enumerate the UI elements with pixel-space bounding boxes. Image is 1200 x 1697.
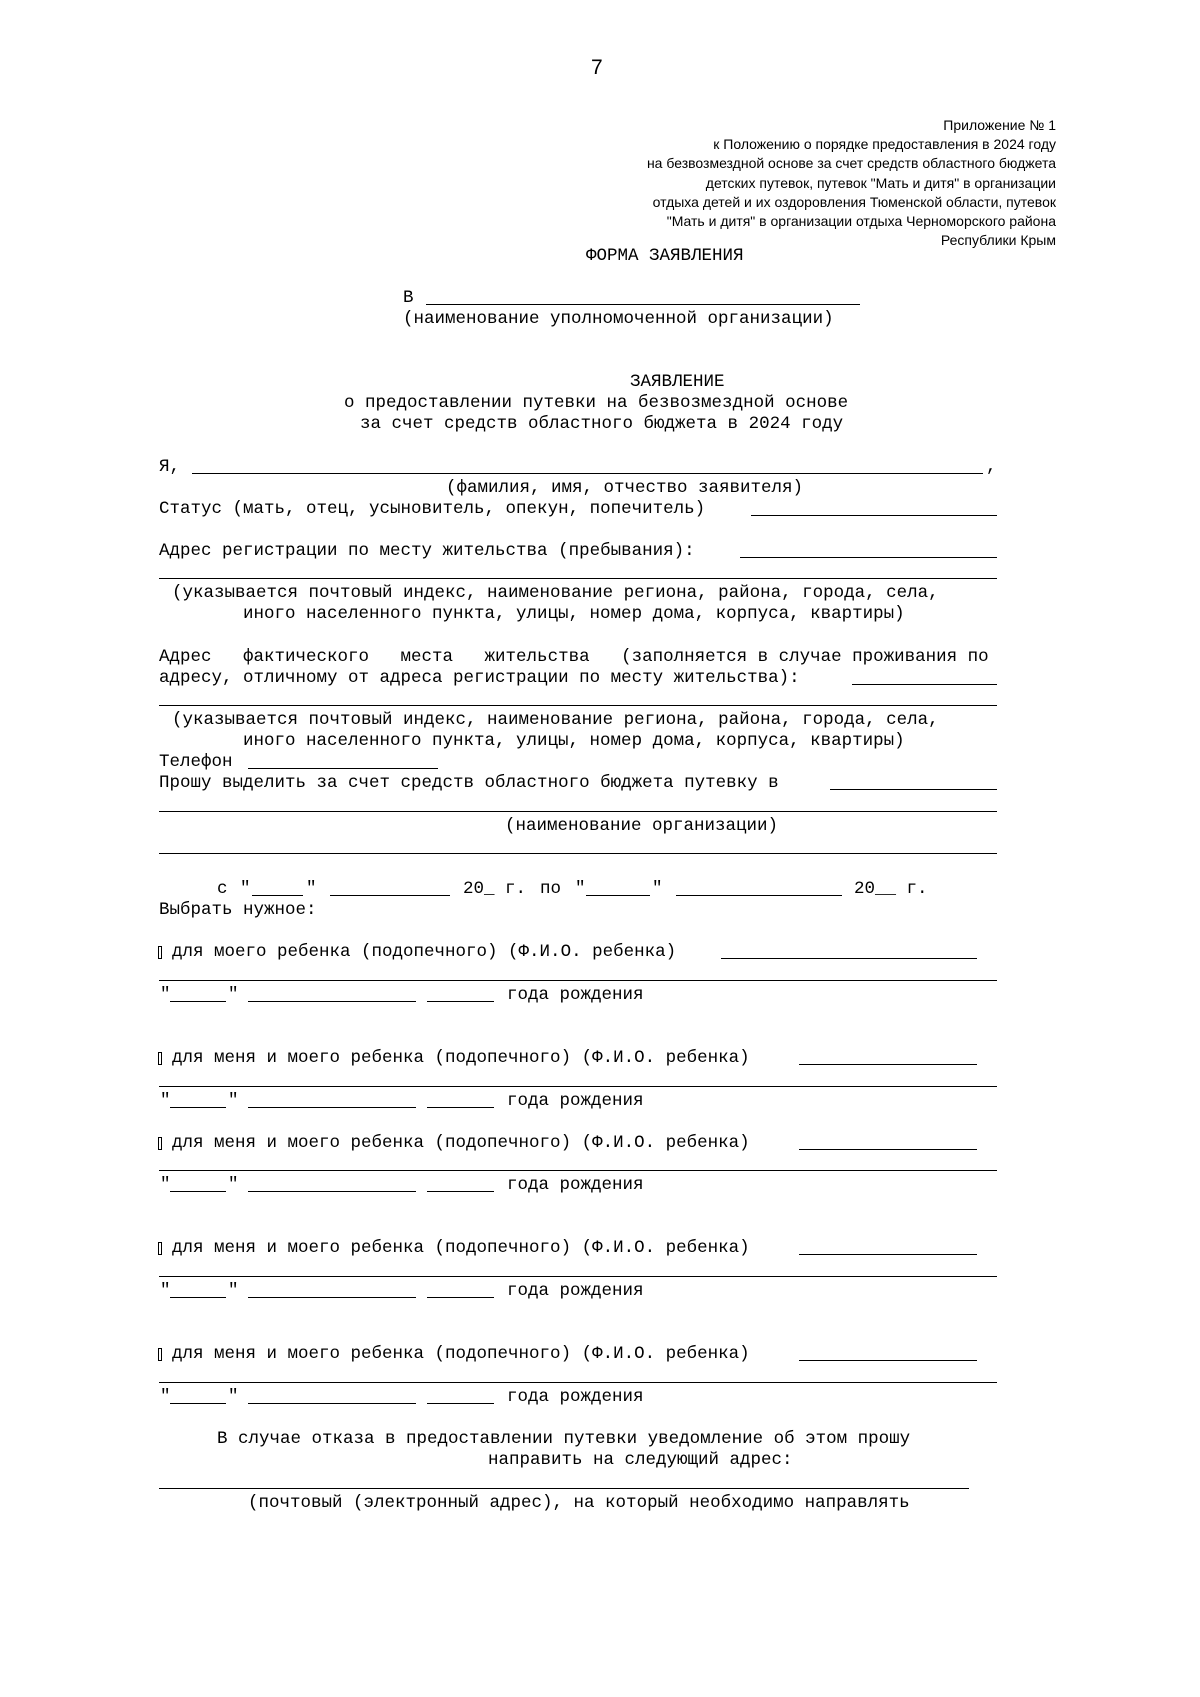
birth-quote-open: " [160,1091,171,1111]
birth-year-field[interactable] [427,1403,494,1404]
appendix-line: на безвозмездной основе за счет средств областного бюджета [646,155,1056,172]
child-name-field-2[interactable] [159,980,997,981]
birth-quote-open: " [160,1175,171,1195]
date-from-label: с [217,879,228,899]
status-field[interactable] [751,515,997,516]
birth-year-field[interactable] [427,1191,494,1192]
birth-day-field[interactable] [170,1001,226,1002]
option-checkbox[interactable] [158,1137,162,1150]
fact-address-hint-2: иного населенного пункта, улицы, номер дома, корпуса, квартиры) [243,731,905,751]
appendix-header [647,116,1056,250]
date-from-day-field[interactable] [252,895,303,896]
option-label: для меня и моего ребенка (подопечного) (Ф.И.О. ребенка) [172,1133,750,1153]
applicant-prefix: Я, [159,457,181,477]
reg-address-label: Адрес регистрации по месту жительства (пребывания): [159,541,695,561]
birth-quote-close: " [228,1175,239,1195]
child-name-field-2[interactable] [159,1276,997,1277]
fact-address-field-2[interactable] [159,705,997,706]
applicant-suffix: , [986,457,997,477]
birth-label: года рождения [507,1387,644,1407]
refusal-address-field[interactable] [159,1488,969,1489]
birth-quote-open: " [160,1281,171,1301]
application-title: ЗАЯВЛЕНИЕ [630,372,725,392]
status-label: Статус (мать, отец, усыновитель, опекун, попечитель) [159,499,706,519]
birth-year-field[interactable] [427,1001,494,1002]
birth-month-field[interactable] [248,1107,416,1108]
appendix-line: детских путевок, путевок "Мать и дитя" в организации [705,174,1056,191]
reg-address-hint-2: иного населенного пункта, улицы, номер дома, корпуса, квартиры) [243,604,905,624]
date-to-label: по [540,879,562,899]
to-prefix: В [403,288,414,308]
child-name-field-2[interactable] [159,1170,997,1171]
date-to-month-field[interactable] [676,895,842,896]
option-label: для моего ребенка (подопечного) (Ф.И.О. ребенка) [172,942,677,962]
birth-day-field[interactable] [170,1107,226,1108]
option-checkbox[interactable] [158,1052,162,1065]
choose-label: Выбрать нужное: [159,900,317,920]
fact-address-hint-1: (указывается почтовый индекс, наименование региона, района, города, села, [172,710,939,730]
fact-address-line-1: Адрес фактического места жительства (заполняется в случае проживания по [159,647,989,667]
reg-address-field[interactable] [740,557,997,558]
option-label: для меня и моего ребенка (подопечного) (Ф.И.О. ребенка) [172,1238,750,1258]
child-name-field[interactable] [799,1149,977,1150]
child-name-field[interactable] [799,1064,977,1065]
birth-day-field[interactable] [170,1191,226,1192]
request-hint: (наименование организации) [505,816,779,836]
birth-quote-open: " [160,985,171,1005]
reg-address-field-2[interactable] [159,578,997,579]
appendix-line: отдыха детей и их оздоровления Тюменской области, путевок [652,193,1056,210]
birth-year-field[interactable] [427,1297,494,1298]
date-quote-open-2: " [575,879,586,899]
date-to-day-field[interactable] [586,895,650,896]
appendix-line: Республики Крым [940,232,1056,249]
birth-quote-close: " [228,1281,239,1301]
applicant-hint: (фамилия, имя, отчество заявителя) [446,478,804,498]
refusal-hint: (почтовый (электронный адрес), на который необходимо направлять [248,1493,910,1513]
child-name-field-2[interactable] [159,1086,997,1087]
refusal-line-1: В случае отказа в предоставлении путевки уведомление об этом прошу [217,1429,911,1449]
date-quote-open-1: " [240,879,251,899]
option-label: для меня и моего ребенка (подопечного) (Ф.И.О. ребенка) [172,1344,750,1364]
applicant-name-field[interactable] [192,473,983,474]
organization-hint: (наименование уполномоченной организации) [403,309,834,329]
reg-address-hint-1: (указывается почтовый индекс, наименование региона, района, города, села, [172,583,939,603]
option-checkbox[interactable] [158,946,162,959]
request-field[interactable] [830,789,997,790]
birth-month-field[interactable] [248,1191,416,1192]
organization-field[interactable] [426,304,860,305]
birth-quote-close: " [228,1387,239,1407]
child-name-field[interactable] [799,1254,977,1255]
page-number: 7 [591,56,603,79]
option-label: для меня и моего ребенка (подопечного) (Ф.И.О. ребенка) [172,1048,750,1068]
application-subtitle-1: о предоставлении путевки на безвозмездной основе [344,393,849,413]
fact-address-field[interactable] [852,684,997,685]
appendix-line: "Мать и дитя" в организации отдыха Черноморского района [666,213,1056,230]
request-label: Прошу выделить за счет средств областного бюджета путевку в [159,773,779,793]
request-field-3[interactable] [159,853,997,854]
option-checkbox[interactable] [158,1348,162,1361]
option-checkbox[interactable] [158,1242,162,1255]
phone-field[interactable] [248,768,438,769]
child-name-field-2[interactable] [159,1382,997,1383]
birth-year-field[interactable] [427,1107,494,1108]
birth-quote-close: " [228,985,239,1005]
birth-month-field[interactable] [248,1001,416,1002]
birth-month-field[interactable] [248,1297,416,1298]
birth-day-field[interactable] [170,1297,226,1298]
appendix-line: к Положению о порядке предоставления в 2024 году [713,136,1056,153]
birth-day-field[interactable] [170,1403,226,1404]
appendix-line: Приложение № 1 [943,117,1056,133]
date-from-year: 20_ г. [463,879,527,899]
form-title: ФОРМА ЗАЯВЛЕНИЯ [586,246,744,266]
birth-label: года рождения [507,1091,644,1111]
date-quote-close-2: " [652,879,663,899]
birth-quote-open: " [160,1387,171,1407]
birth-month-field[interactable] [248,1403,416,1404]
child-name-field[interactable] [799,1360,977,1361]
date-quote-close-1: " [306,879,317,899]
fact-address-line-2: адресу, отличному от адреса регистрации по месту жительства): [159,668,800,688]
request-field-2[interactable] [159,811,997,812]
refusal-line-2: направить на следующий адрес: [488,1450,793,1470]
birth-label: года рождения [507,1175,644,1195]
date-to-year: 20__ г. [854,879,928,899]
application-subtitle-2: за счет средств областного бюджета в 2024 году [360,414,844,434]
date-from-month-field[interactable] [330,895,450,896]
child-name-field[interactable] [721,958,977,959]
birth-label: года рождения [507,985,644,1005]
phone-label: Телефон [159,752,233,772]
birth-quote-close: " [228,1091,239,1111]
birth-label: года рождения [507,1281,644,1301]
